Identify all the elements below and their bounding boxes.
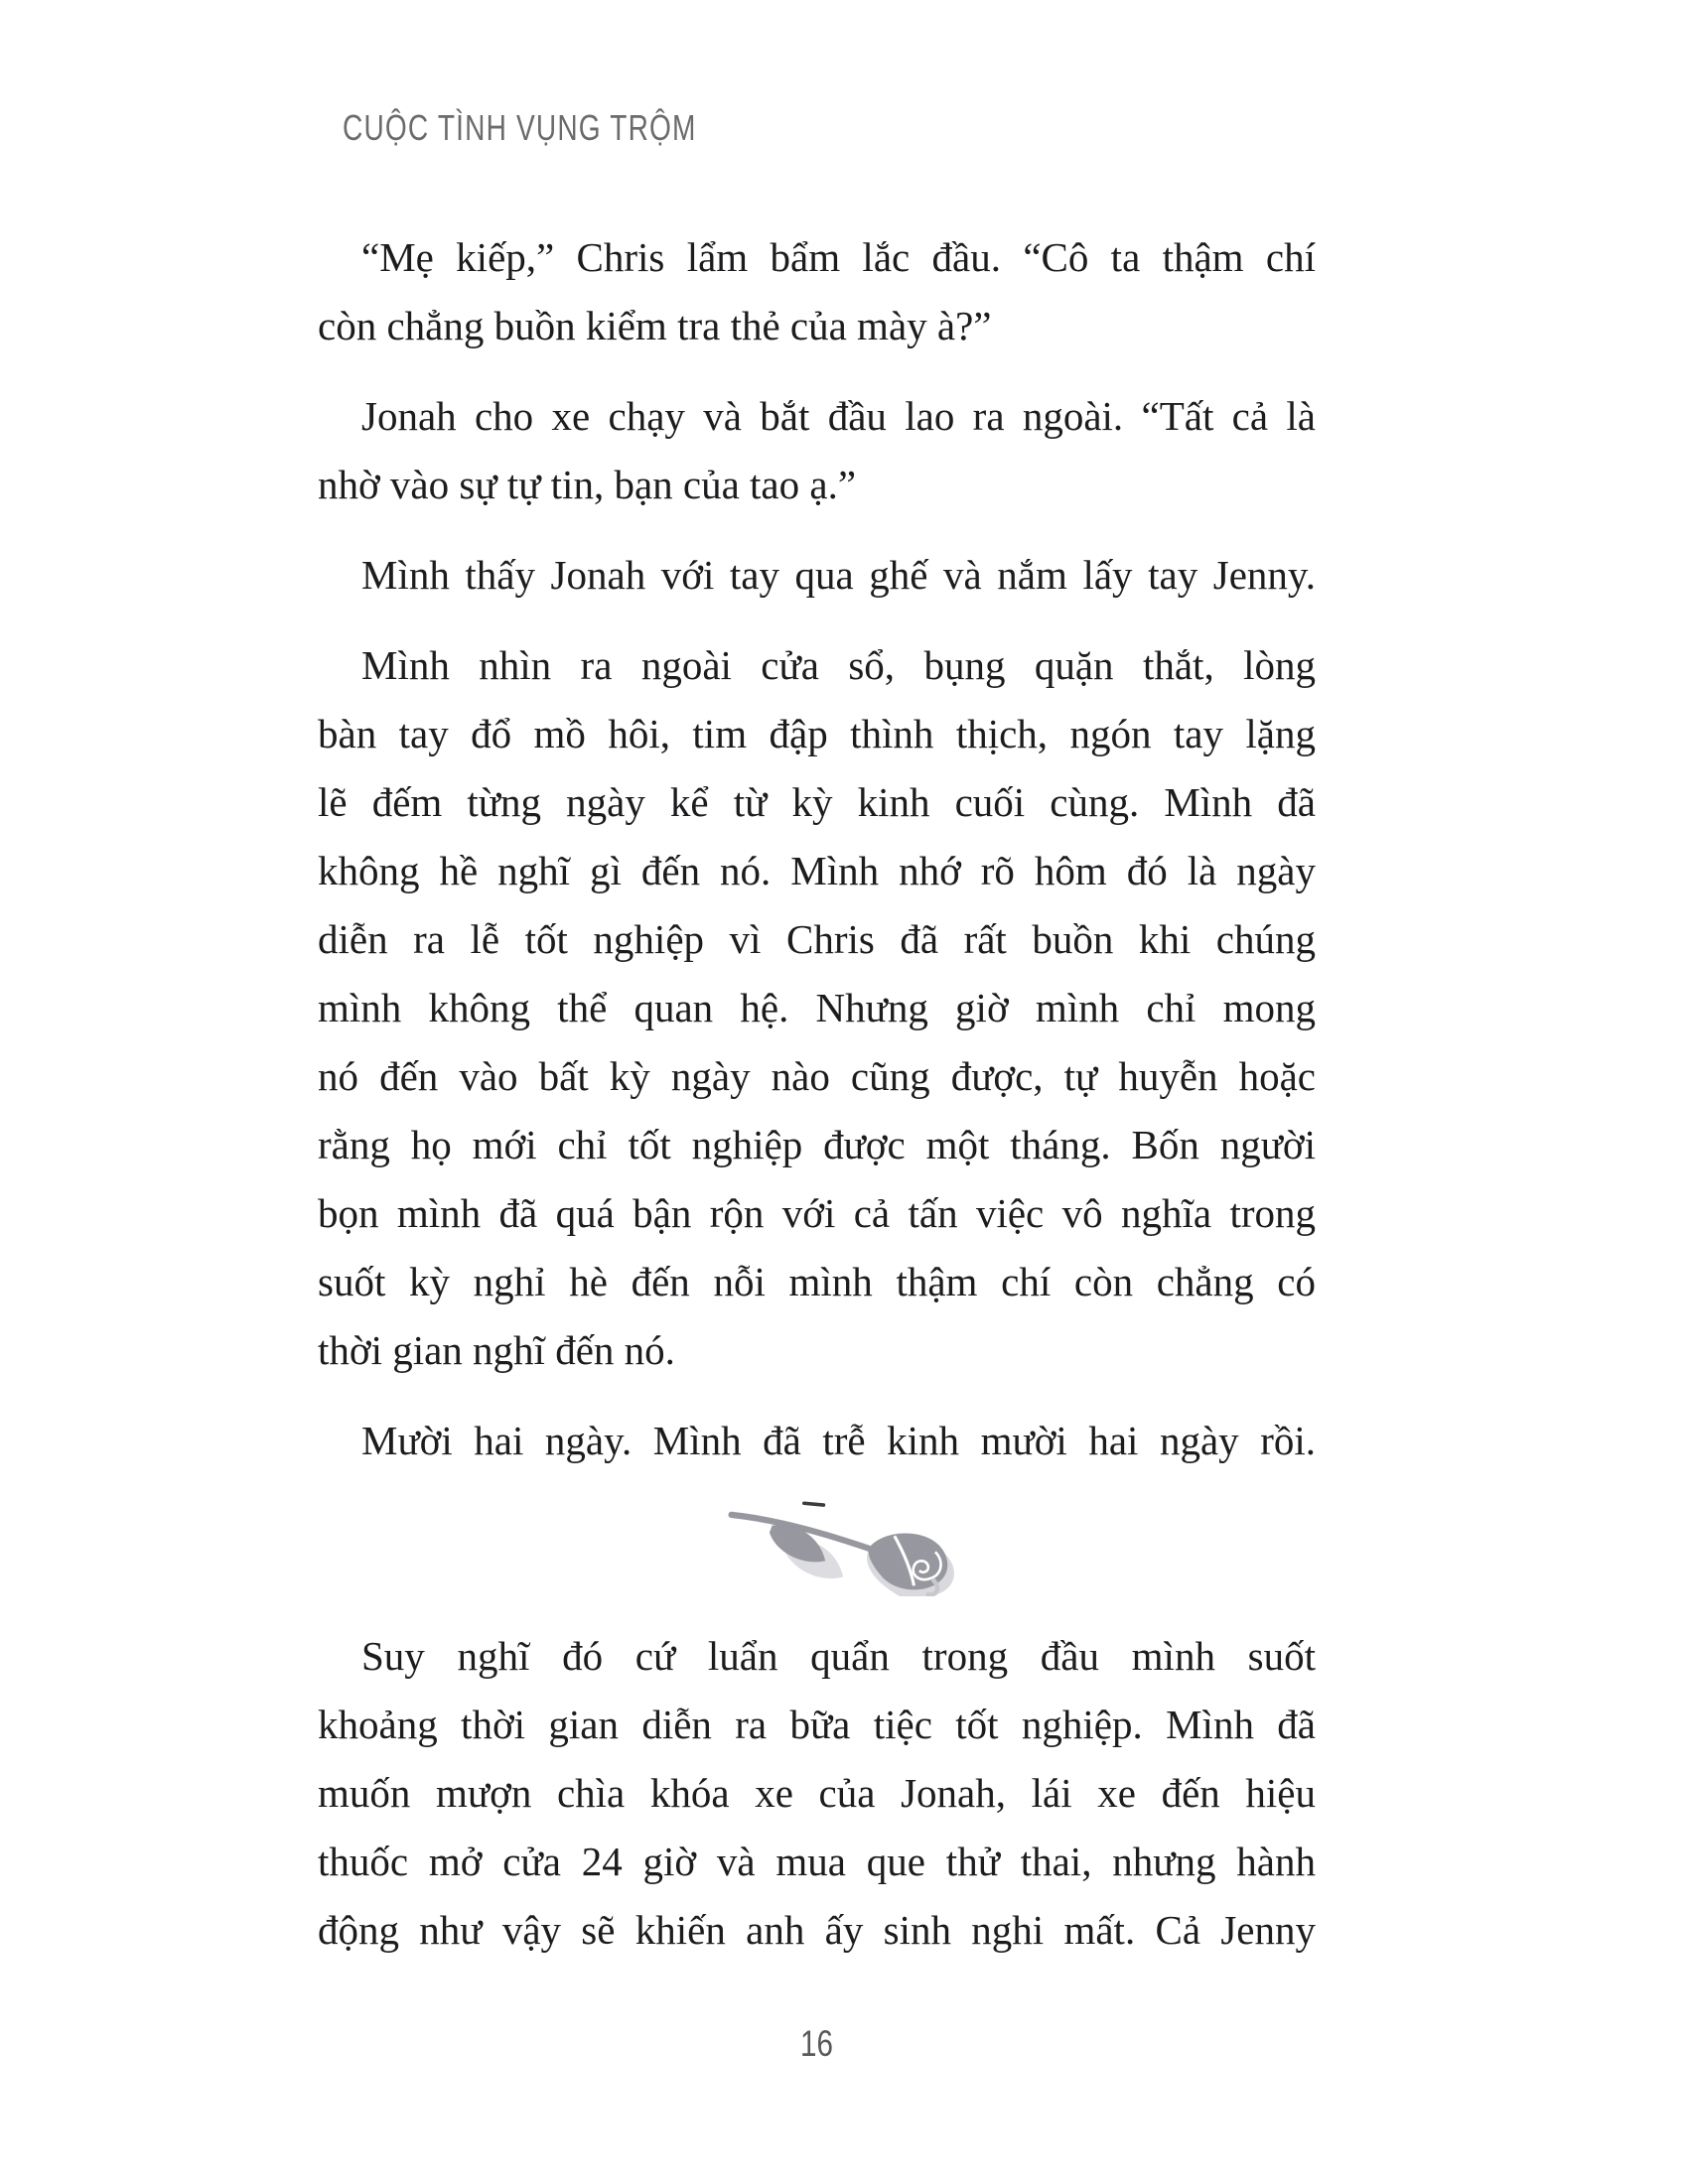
text-line: Mình nhìn ra ngoài cửa sổ, bụng quặn thắt, lòng bbox=[361, 642, 1316, 688]
page-number: 16 bbox=[800, 2023, 833, 2064]
text-line: thuốc mở cửa 24 giờ và mua que thử thai, nhưng hành bbox=[318, 1839, 1316, 1884]
text-line: rằng họ mới chỉ tốt nghiệp được một tháng. Bốn người bbox=[318, 1122, 1316, 1167]
running-header: CUỘC TÌNH VỤNG TRỘM bbox=[343, 107, 697, 148]
text-line: thời gian nghĩ đến nó. bbox=[318, 1327, 675, 1373]
text-column bbox=[318, 223, 1316, 1986]
paragraph bbox=[318, 382, 1316, 519]
text-line: còn chẳng buồn kiểm tra thẻ của mày à?” bbox=[318, 303, 992, 348]
text-line: mình không thể quan hệ. Nhưng giờ mình chỉ mong bbox=[318, 985, 1316, 1030]
text-line: bọn mình đã quá bận rộn với cả tấn việc vô nghĩa trong bbox=[318, 1190, 1316, 1236]
text-line: Suy nghĩ đó cứ luẩn quẩn trong đầu mình suốt bbox=[361, 1633, 1316, 1679]
paragraph bbox=[318, 541, 1316, 610]
paragraph bbox=[318, 1622, 1316, 1965]
rose-separator bbox=[318, 1497, 1316, 1596]
text-line: diễn ra lễ tốt nghiệp vì Chris đã rất buồn khi chúng bbox=[318, 916, 1316, 962]
text-line: suốt kỳ nghỉ hè đến nỗi mình thậm chí còn chẳng có bbox=[318, 1259, 1316, 1304]
text-line: lẽ đếm từng ngày kể từ kỳ kinh cuối cùng. Mình đã bbox=[318, 779, 1316, 825]
paragraph bbox=[318, 631, 1316, 1385]
text-line: không hề nghĩ gì đến nó. Mình nhớ rõ hôm đó là ngày bbox=[318, 848, 1316, 893]
text-line: Mười hai ngày. Mình đã trễ kinh mười hai ngày rồi. bbox=[361, 1418, 1316, 1463]
text-line: “Mẹ kiếp,” Chris lẩm bẩm lắc đầu. “Cô ta thậm chí bbox=[361, 234, 1316, 280]
text-line: Mình thấy Jonah với tay qua ghế và nắm lấy tay Jenny. bbox=[361, 552, 1316, 598]
text-line: khoảng thời gian diễn ra bữa tiệc tốt nghiệp. Mình đã bbox=[318, 1702, 1316, 1747]
rose-icon bbox=[718, 1497, 986, 1596]
paragraph bbox=[318, 223, 1316, 360]
text-line: nhờ vào sự tự tin, bạn của tao ạ.” bbox=[318, 462, 857, 507]
text-line: Jonah cho xe chạy và bắt đầu lao ra ngoài. “Tất cả là bbox=[361, 393, 1316, 439]
paragraph bbox=[318, 1407, 1316, 1475]
text-line: nó đến vào bất kỳ ngày nào cũng được, tự huyễn hoặc bbox=[318, 1053, 1316, 1099]
text-line: muốn mượn chìa khóa xe của Jonah, lái xe đến hiệu bbox=[318, 1770, 1316, 1816]
text-line: động như vậy sẽ khiến anh ấy sinh nghi mất. Cả Jenny bbox=[318, 1907, 1316, 1953]
text-line: bàn tay đổ mồ hôi, tim đập thình thịch, ngón tay lặng bbox=[318, 711, 1316, 756]
